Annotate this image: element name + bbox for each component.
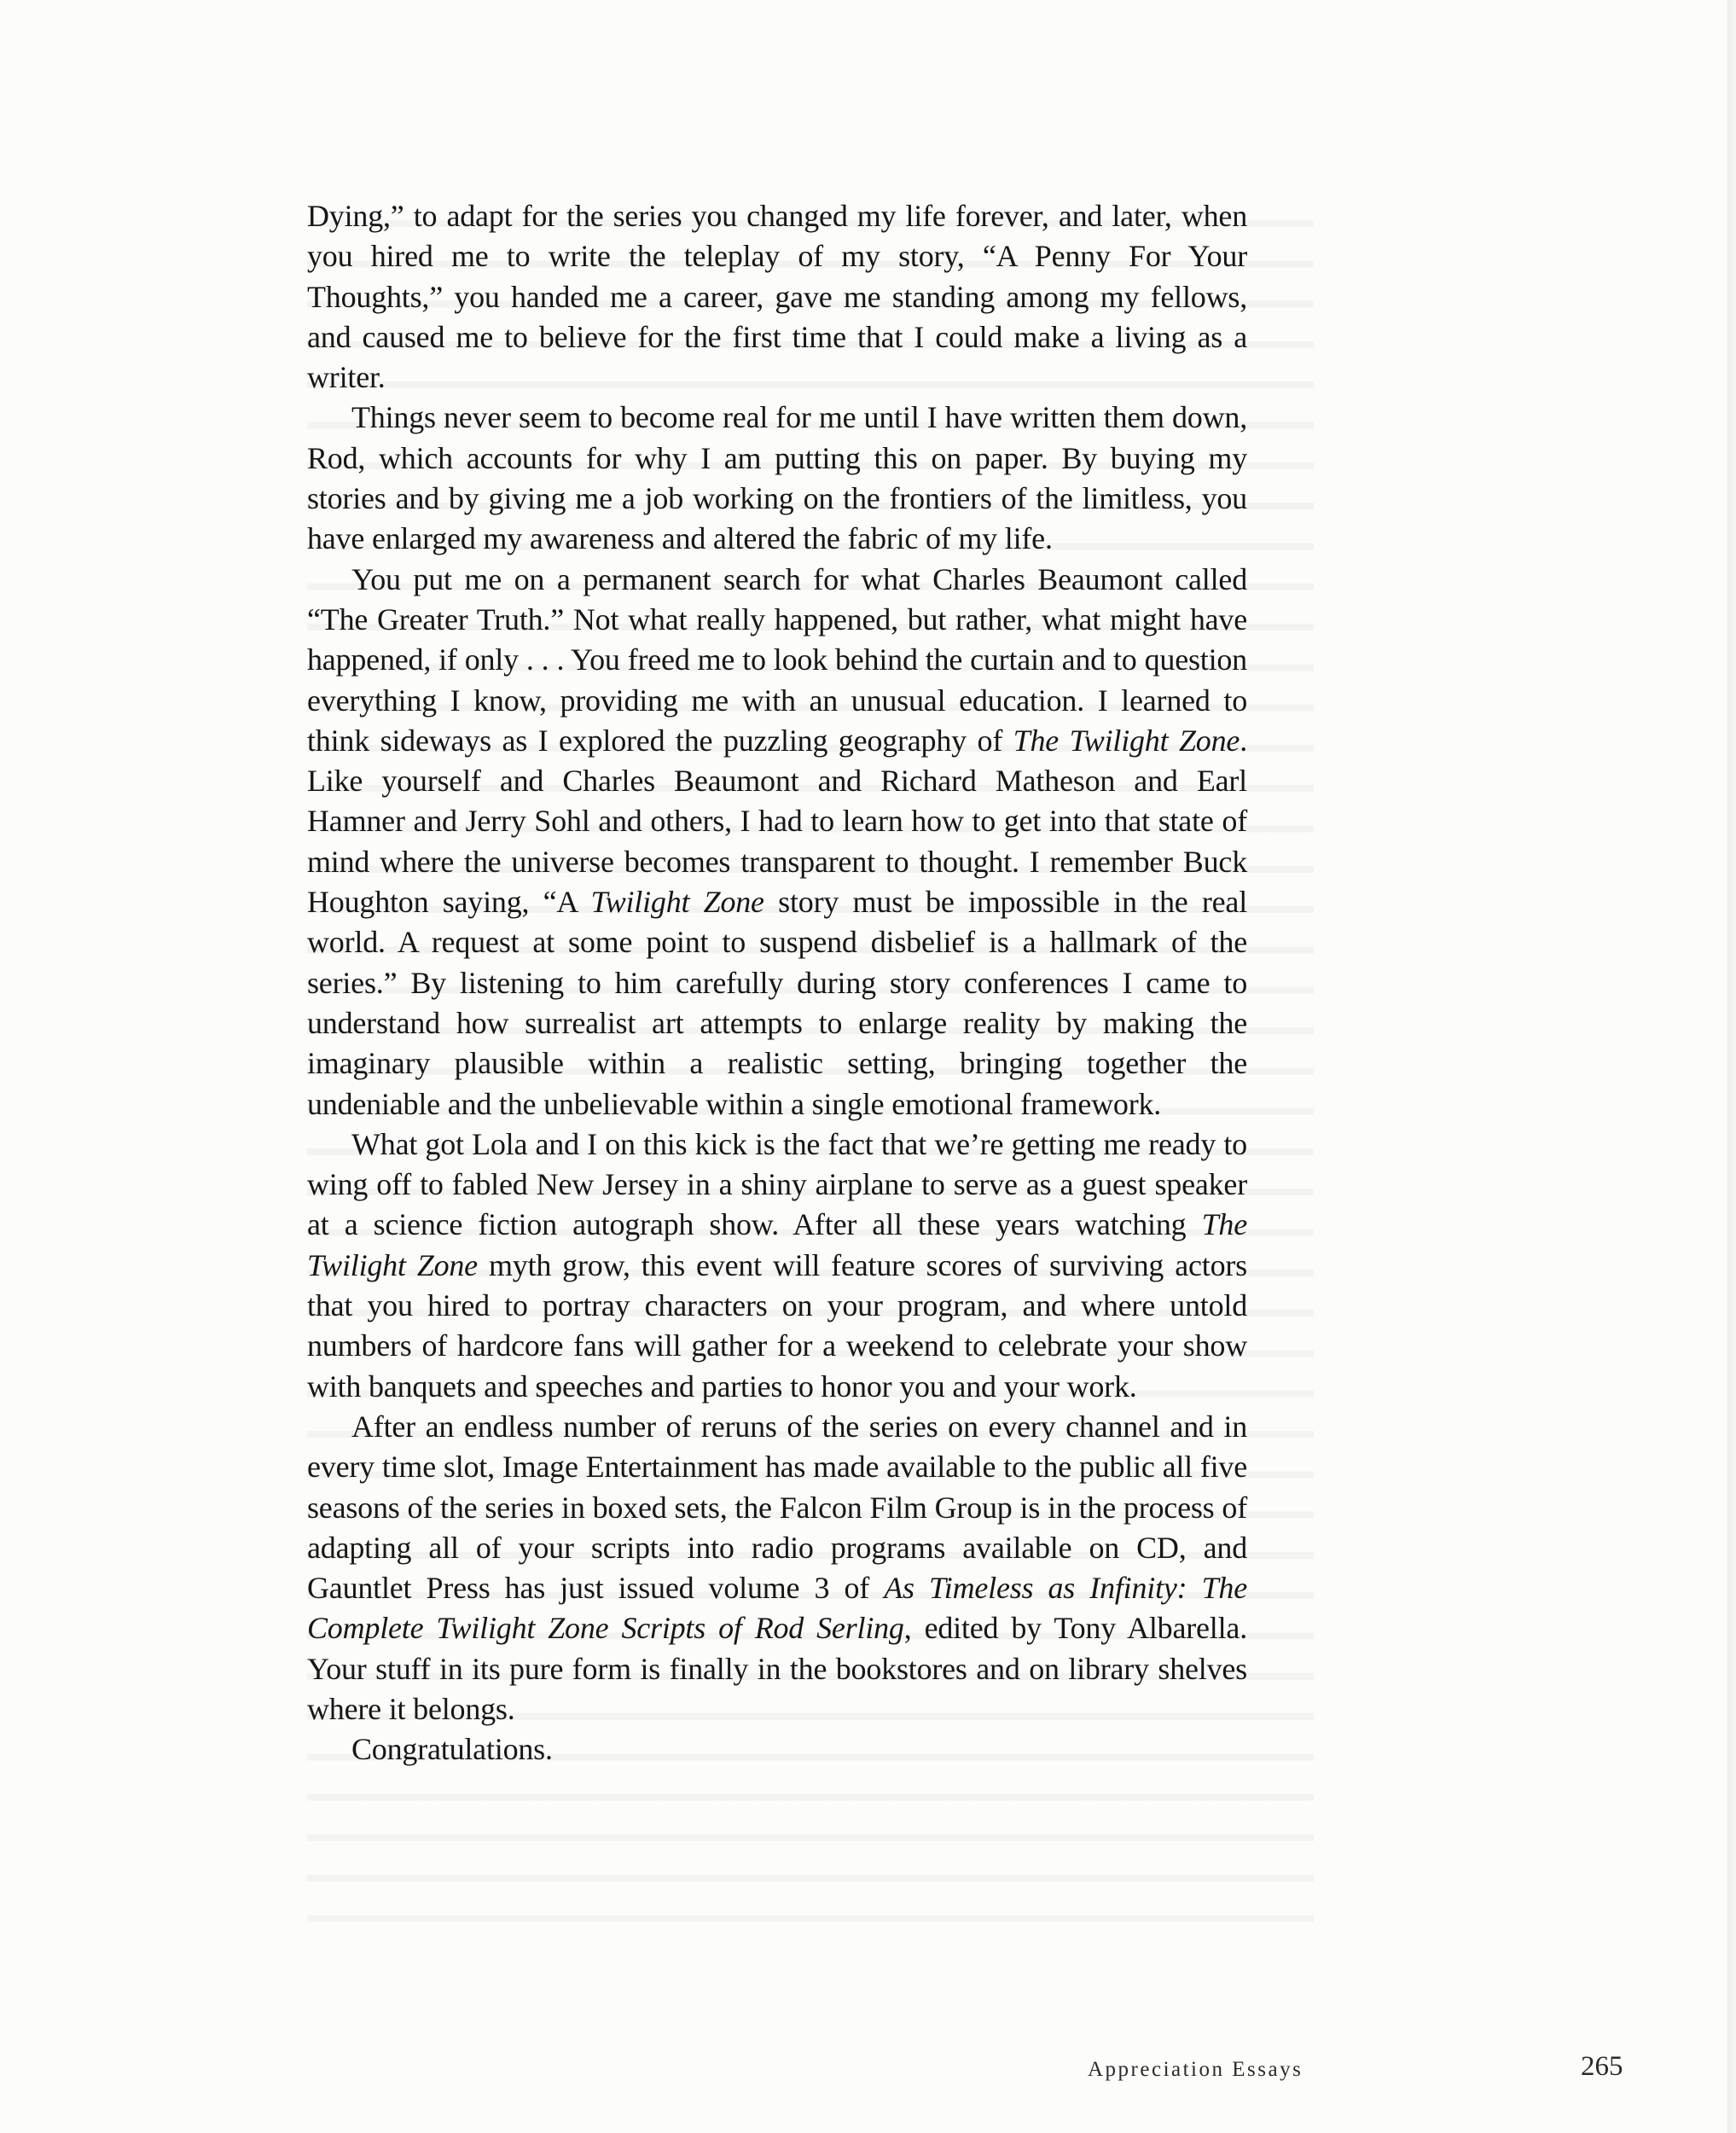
italic-title-text: The Twilight Zone xyxy=(1013,723,1240,758)
body-text-run: , edited by Tony Albarella. Your stuff in its pure form is finally in the bookstores and on library shelves where it belongs. xyxy=(307,1611,1247,1726)
body-text-run: Congratulations. xyxy=(351,1732,553,1767)
body-text-run: story must be impossible in the real world. A request at some point to suspend disbelief is a hallmark of the series.” By listening to him carefully during story conferences I came to understand how surrealist art attempts to enlarge reality by making the imaginary plausible within a realistic setting, bringing together the undeniable and the unbelievable within a single emotional framework. xyxy=(307,885,1248,1121)
body-text-run: Things never seem to become real for me until I have written them down, Rod, which accounts for why I am putting this on paper. By buying my stories and by giving me a job working on the frontiers of the limitless, you have enlarged my awareness and altered the fabric of my life. xyxy=(307,400,1247,556)
italic-title-text: Twilight Zone xyxy=(590,885,764,920)
page-edge xyxy=(1727,0,1736,2133)
paragraph-reruns-and-releases xyxy=(307,1407,1247,1729)
page-number: 265 xyxy=(1581,2051,1623,2082)
body-text-run: . Like yourself and Charles Beaumont and Richard Matheson and Earl Hamner and Jerry Sohl and others, I had to learn how to get into that state of mind where the universe becomes transparent to thought. I remember Buck Houghton saying, “A xyxy=(307,723,1247,920)
italic-title-text: As Timeless as Infinity: The Complete Twilight Zone Scripts of Rod Serling xyxy=(307,1571,1247,1646)
paragraph-writing-things-down xyxy=(307,398,1247,559)
body-text-run: What got Lola and I on this kick is the fact that we’re getting me ready to wing off to fabled New Jersey in a shiny airplane to serve as a guest speaker at a science fiction autograph show. After all these years watching xyxy=(307,1126,1247,1242)
paragraph-congratulations xyxy=(307,1729,1247,1770)
body-text-run: myth grow, this event will feature scores of surviving actors that you hired to portray characters on your program, and where untold numbers of hardcore fans will gather for a weekend to celebrate your show with banquets and speeches and parties to honor you and your work. xyxy=(307,1247,1247,1404)
paragraph-greater-truth xyxy=(307,560,1247,1125)
italic-title-text: The Twilight Zone xyxy=(307,1207,1247,1282)
essay-body xyxy=(307,196,1247,1770)
paragraph-autograph-show xyxy=(307,1125,1247,1407)
running-head: Appreciation Essays xyxy=(1088,2058,1303,2081)
paragraph-continued-opening xyxy=(307,196,1247,398)
body-text-run: Dying,” to adapt for the series you changed my life forever, and later, when you hired me to write the teleplay of my story, “A Penny For Your Thoughts,” you handed me a career, gave me standing among my fellows, and caused me to believe for the first time that I could make a living as a writer. xyxy=(307,199,1247,395)
body-text-run: After an endless number of reruns of the series on every channel and in every time slot, Image Entertainment has made available to the public all five seasons of the series in boxed sets, the Falcon Film Group is in the process of adapting all of your scripts into radio programs available on CD, and Gauntlet Press has just issued volume 3 of xyxy=(307,1409,1247,1606)
body-text-run: You put me on a permanent search for what Charles Beaumont called “The Greater Truth.” Not what really happened, but rather, what might have happened, if only . . . You freed me to look behind the curtain and to question everything I know, providing me with an unusual education. I learned to think sideways as I explored the puzzling geography of xyxy=(307,561,1247,758)
